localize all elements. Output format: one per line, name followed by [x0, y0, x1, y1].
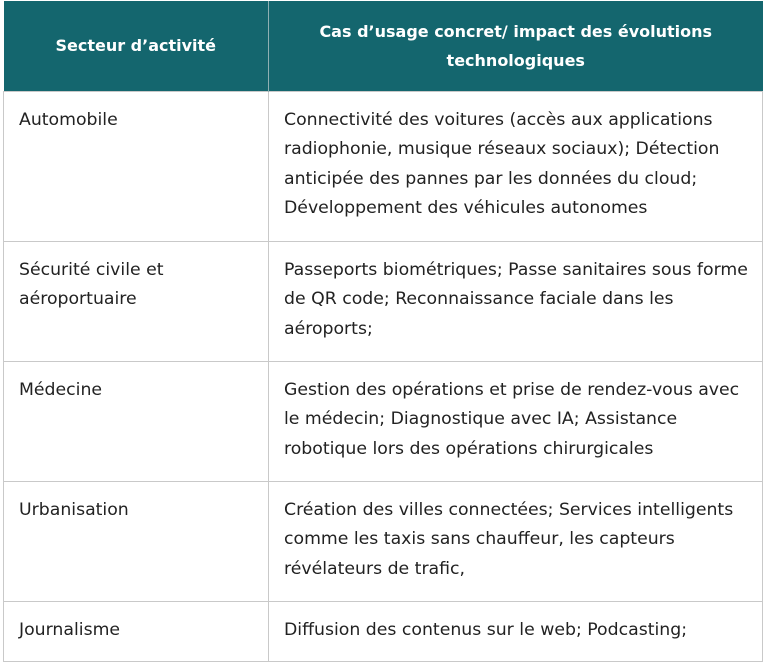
sector-cell: Médecine [4, 361, 269, 481]
header-sector: Secteur d’activité [4, 1, 269, 91]
sector-cell: Automobile [4, 91, 269, 241]
sector-cell: Journalisme [4, 601, 269, 661]
table-row [4, 481, 763, 601]
table-row [4, 361, 763, 481]
use-case-cell: Diffusion des contenus sur le web; Podcasting; [269, 601, 763, 661]
use-case-cell: Connectivité des voitures (accès aux applications radiophonie, musique réseaux sociaux); Détection anticipée des pannes par les données du cloud; Développement des véhicules autonomes [269, 91, 763, 241]
use-case-cell: Passeports biométriques; Passe sanitaires sous forme de QR code; Reconnaissance faciale dans les aéroports; [269, 241, 763, 361]
use-case-cell: Création des villes connectées; Services intelligents comme les taxis sans chauffeur, les capteurs révélateurs de trafic, [269, 481, 763, 601]
table-row [4, 91, 763, 241]
table-header-row [4, 1, 763, 91]
sector-cell: Urbanisation [4, 481, 269, 601]
use-case-cell: Gestion des opérations et prise de rendez-vous avec le médecin; Diagnostique avec IA; Assistance robotique lors des opérations chirurgicales [269, 361, 763, 481]
table-container [3, 1, 762, 662]
header-use-case: Cas d’usage concret/ impact des évolutions technologiques [269, 1, 763, 91]
table-row [4, 601, 763, 661]
sector-cell: Sécurité civile et aéroportuaire [4, 241, 269, 361]
table-row [4, 241, 763, 361]
sector-usecase-table [3, 1, 763, 662]
